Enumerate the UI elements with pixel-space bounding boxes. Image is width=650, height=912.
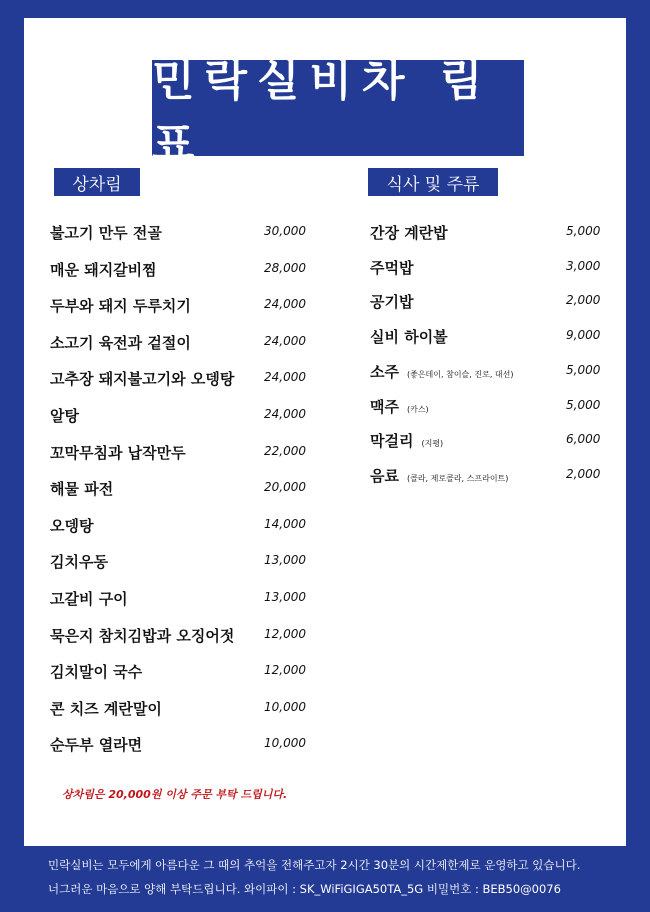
menu-item-price: 2,000 (566, 293, 601, 308)
menu-item-price: 5,000 (566, 362, 601, 377)
menu-item-price: 24,000 (264, 297, 306, 312)
menu-item (370, 430, 443, 451)
menu-item-price: 10,000 (264, 736, 306, 751)
menu-item (50, 332, 191, 353)
menu-item (50, 588, 128, 609)
menu-item-name: 매운 돼지갈비찜 (50, 260, 157, 279)
menu-item-price: 14,000 (264, 516, 306, 531)
section-label-meals-drinks: 식사 및 주류 (368, 168, 498, 196)
order-minimum-note: 상차림은 20,000원 이상 주문 부탁 드립니다. (62, 788, 288, 801)
menu-item-price: 30,000 (264, 224, 306, 238)
menu-item-name: 김치우동 (50, 553, 108, 572)
menu-item-price: 22,000 (264, 443, 306, 458)
menu-item-price: 24,000 (264, 407, 306, 421)
menu-item-name: 실비 하이볼 (370, 328, 448, 347)
menu-item (370, 465, 508, 486)
menu-item (50, 551, 108, 572)
menu-item-name: 막걸리 (370, 432, 414, 451)
menu-item (50, 625, 234, 646)
menu-item-price: 12,000 (264, 626, 306, 641)
menu-paper (24, 18, 626, 846)
menu-item-name: 콘 치즈 계란말이 (50, 699, 162, 718)
menu-title: 민락실비차 림표 (152, 60, 524, 156)
menu-item-detail: (카스) (406, 404, 429, 414)
menu-item (370, 326, 456, 347)
menu-item-name: 불고기 만두 전골 (50, 224, 162, 242)
menu-item-name: 묵은지 참치김밥과 오징어젓 (50, 626, 235, 645)
menu-item-name: 두부와 돼지 두루치기 (50, 297, 191, 316)
menu-item (370, 361, 514, 382)
menu-item-detail: (콜라, 제로콜라, 스프라이트) (406, 473, 509, 483)
menu-item-name: 순두부 열라면 (50, 736, 143, 755)
menu-item (50, 405, 79, 426)
menu-item (50, 259, 157, 280)
menu-item (50, 661, 142, 682)
menu-item (50, 698, 162, 719)
menu-item-price: 24,000 (264, 333, 306, 348)
menu-item-price: 24,000 (264, 370, 306, 385)
menu-item (50, 222, 162, 243)
menu-item-price: 13,000 (264, 590, 306, 604)
menu-item-price: 9,000 (566, 328, 601, 343)
menu-item-price: 5,000 (566, 224, 601, 238)
menu-item-name: 해물 파전 (50, 480, 114, 499)
menu-item (50, 734, 142, 755)
menu-item (50, 515, 93, 536)
menu-item-price: 6,000 (566, 432, 601, 447)
menu-item-price: 5,000 (566, 397, 601, 412)
menu-item-name: 고갈비 구이 (50, 590, 128, 608)
menu-item (370, 222, 456, 243)
menu-item (370, 396, 429, 417)
menu-item (370, 291, 421, 312)
menu-item-name: 간장 계란밥 (370, 224, 448, 242)
menu-item-detail: (좋은데이, 참이슬, 진로, 대선) (406, 369, 514, 379)
menu-item-price: 3,000 (566, 258, 601, 273)
menu-item-name: 맥주 (370, 397, 399, 416)
menu-item-price: 20,000 (264, 480, 306, 495)
menu-item-name: 소주 (370, 362, 399, 381)
menu-item-detail: (지평) (421, 439, 444, 449)
menu-item-price: 12,000 (264, 663, 306, 678)
menu-item-name: 김치말이 국수 (50, 663, 143, 682)
footer-line-2: 너그러운 마음으로 양해 부탁드립니다. 와이파이 : SK_WiFiGIGA50TA_5G 비밀번호 : BEB50@0076 (48, 882, 561, 896)
menu-item-name: 음료 (370, 466, 399, 485)
menu-item-name: 꼬막무침과 납작만두 (50, 443, 186, 462)
menu-item (50, 478, 113, 499)
menu-item-price: 2,000 (566, 466, 601, 481)
menu-item (50, 368, 234, 389)
menu-item-name: 소고기 육전과 겉절이 (50, 333, 191, 352)
menu-item-name: 고추장 돼지불고기와 오뎅탕 (50, 370, 235, 389)
menu-item (370, 257, 421, 278)
footer-line-1: 민락실비는 모두에게 아름다운 그 때의 추억을 전해주고자 2시간 30분의 시간제한제로 운영하고 있습니다. (48, 858, 581, 872)
menu-item-name: 알탕 (50, 407, 79, 425)
section-label-set-menu: 상차림 (54, 168, 140, 196)
menu-item-name: 공기밥 (370, 293, 414, 312)
menu-item-name: 오뎅탕 (50, 516, 94, 535)
menu-item (50, 295, 191, 316)
menu-item (50, 442, 186, 463)
menu-item-price: 13,000 (264, 553, 306, 568)
menu-item-price: 28,000 (264, 260, 306, 275)
menu-item-price: 10,000 (264, 699, 306, 714)
menu-item-name: 주먹밥 (370, 258, 414, 277)
